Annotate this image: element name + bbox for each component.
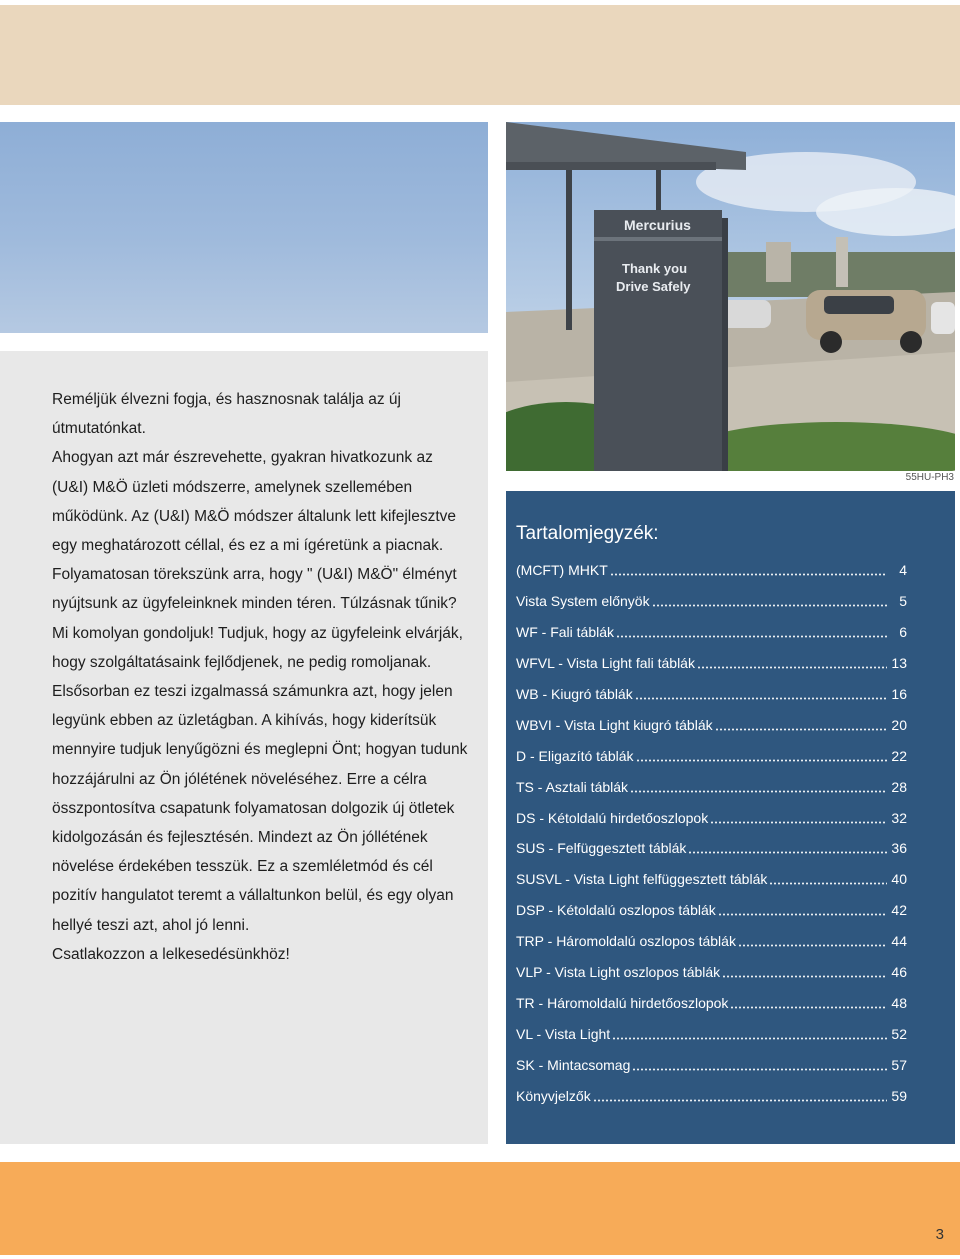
intro-paragraph: Folyamatosan törekszünk arra, hogy " (U&I) M&Ö" élményt nyújtsunk az ügyfeleinknek minden téren. Túlzásnak tűnik? Mi komolyan gondoljuk! Tudjuk, hogy az ügyfeleink elvárják, hogy szolgáltatásaink fejlődjenek, ne pedig romoljanak. Elsősorban ez teszi izgalmassá számunkra azt, hogy jelen legyünk ebben az üzletágban. A kihívás, hogy kiderítsük mennyire tudjuk lenyűgözni és meglepni Önt; hogyan tudunk hozzájárulni az Ön jólétének növeléséhez. Erre a célra összpontosítva csapatunk folyamatosan dolgozik új ötletek kidolgozásán és fejlesztésén. Mindezt az Ön jóllétének növelése érdekében tesszük. Ez a szemléletmód és cél pozitív hangulatot teremt a vállaltunkon belül, és egy olyan hellyé teszi azt, ahol jó lenni. [52,566,468,934]
toc-item[interactable] [516,586,907,617]
toc-item[interactable] [516,679,907,710]
toc-item[interactable] [516,1018,907,1049]
sign-line-1: Thank you [622,261,688,276]
toc-item-label: SUS - Felfüggesztett táblák [516,840,687,857]
toc-item-label: D - Eligazító táblák [516,747,634,764]
toc-item[interactable] [516,555,907,586]
intro-text [52,385,472,969]
toc-item-label: VL - Vista Light [516,1025,611,1042]
top-color-band [0,5,960,105]
toc-item[interactable] [516,648,907,679]
toc-title: Tartalomjegyzék: [516,523,659,544]
toc-leader-dots [593,1090,887,1102]
toc-leader-dots [632,1059,887,1071]
toc-item-page: 48 [891,994,907,1011]
toc-item-page: 46 [891,964,907,981]
toc-item-page: 36 [891,840,907,857]
toc-item-label: DS - Kétoldalú hirdetőoszlopok [516,809,709,826]
toc-item-label: VLP - Vista Light oszlopos táblák [516,964,721,981]
intro-paragraph: Reméljük élvezni fogja, és hasznosnak találja az új útmutatónkat. [52,391,401,438]
toc-item-page: 22 [891,747,907,764]
toc-item[interactable] [516,802,907,833]
toc-item-label: WFVL - Vista Light fali táblák [516,655,695,672]
toc-leader-dots [710,812,887,824]
toc-item-page: 42 [891,902,907,919]
toc-item[interactable] [516,709,907,740]
toc-item-page: 20 [891,716,907,733]
toc-leader-dots [612,1028,887,1040]
toc-item-page: 57 [891,1056,907,1073]
toc-item[interactable] [516,895,907,926]
toc-leader-dots [722,966,887,978]
toc-leader-dots [610,564,887,576]
toc-item-page: 28 [891,778,907,795]
toc-item[interactable] [516,1049,907,1080]
toc-leader-dots [738,935,887,947]
sign-post [594,210,722,471]
toc-leader-dots [630,781,887,793]
toc-item-label: TRP - Háromoldalú oszlopos táblák [516,933,736,950]
toc-item-label: SK - Mintacsomag [516,1056,631,1073]
toc-item-page: 6 [899,624,907,641]
toc-item[interactable] [516,926,907,957]
toc-item-page: 59 [891,1087,907,1104]
toc-item-page: 44 [891,933,907,950]
toc-leader-dots [635,688,887,700]
photo-illustration [506,122,955,471]
document-code: 55HU-PH3 [905,472,954,483]
toc-leader-dots [697,657,887,669]
toc-item-page: 32 [891,809,907,826]
toc-item-label: DSP - Kétoldalú oszlopos táblák [516,902,716,919]
parking-sign-photo [506,122,955,471]
sky-photo [0,122,488,333]
toc-item-label: (MCFT) MHKT [516,562,608,579]
toc-leader-dots [636,750,888,762]
toc-item-label: TS - Asztali táblák [516,778,629,795]
toc-item-label: TR - Háromoldalú hirdetőoszlopok [516,994,729,1011]
toc-item-label: WBVI - Vista Light kiugró táblák [516,716,713,733]
toc-item-label: SUSVL - Vista Light felfüggesztett táblák [516,871,768,888]
toc-item[interactable] [516,864,907,895]
toc-leader-dots [769,873,887,885]
bottom-color-band [0,1162,960,1255]
toc-leader-dots [688,842,887,854]
toc-item-label: Vista System előnyök [516,593,650,610]
toc-item-page: 40 [891,871,907,888]
toc-leader-dots [715,719,887,731]
toc-item[interactable] [516,771,907,802]
toc-item-page: 52 [891,1025,907,1042]
toc-item[interactable] [516,1080,907,1111]
toc-item-page: 16 [891,686,907,702]
sign-line-2: Drive Safely [616,279,691,294]
toc-list [516,555,907,1111]
toc-item-page: 4 [899,562,907,579]
toc-item[interactable] [516,987,907,1018]
toc-item-page: 13 [891,655,907,672]
toc-leader-dots [730,997,887,1009]
toc-item-label: WF - Fali táblák [516,624,615,641]
toc-item-page: 5 [899,593,907,610]
toc-item-label: Könyvjelzők [516,1087,591,1104]
toc-item[interactable] [516,957,907,988]
toc-item-label: WB - Kiugró táblák [516,686,633,702]
toc-leader-dots [616,626,887,638]
toc-leader-dots [718,904,887,916]
table-of-contents [506,491,955,1144]
intro-paragraph: Ahogyan azt már észrevehette, gyakran hivatkozunk az (U&I) M&Ö üzleti módszerre, amelynek szellemében működünk. Az (U&I) M&Ö módszer általunk lett kifejlesztve egy meghatározott céllal, és ez a mi ígéretünk a piacnak. [52,449,457,555]
intro-paragraph: Csatlakozzon a lelkesedésünkhöz! [52,945,290,963]
sign-title-text: Mercurius [624,217,691,233]
toc-item[interactable] [516,740,907,771]
page-number: 3 [935,1226,944,1243]
toc-leader-dots [652,595,887,607]
toc-item[interactable] [516,833,907,864]
toc-item[interactable] [516,617,907,648]
